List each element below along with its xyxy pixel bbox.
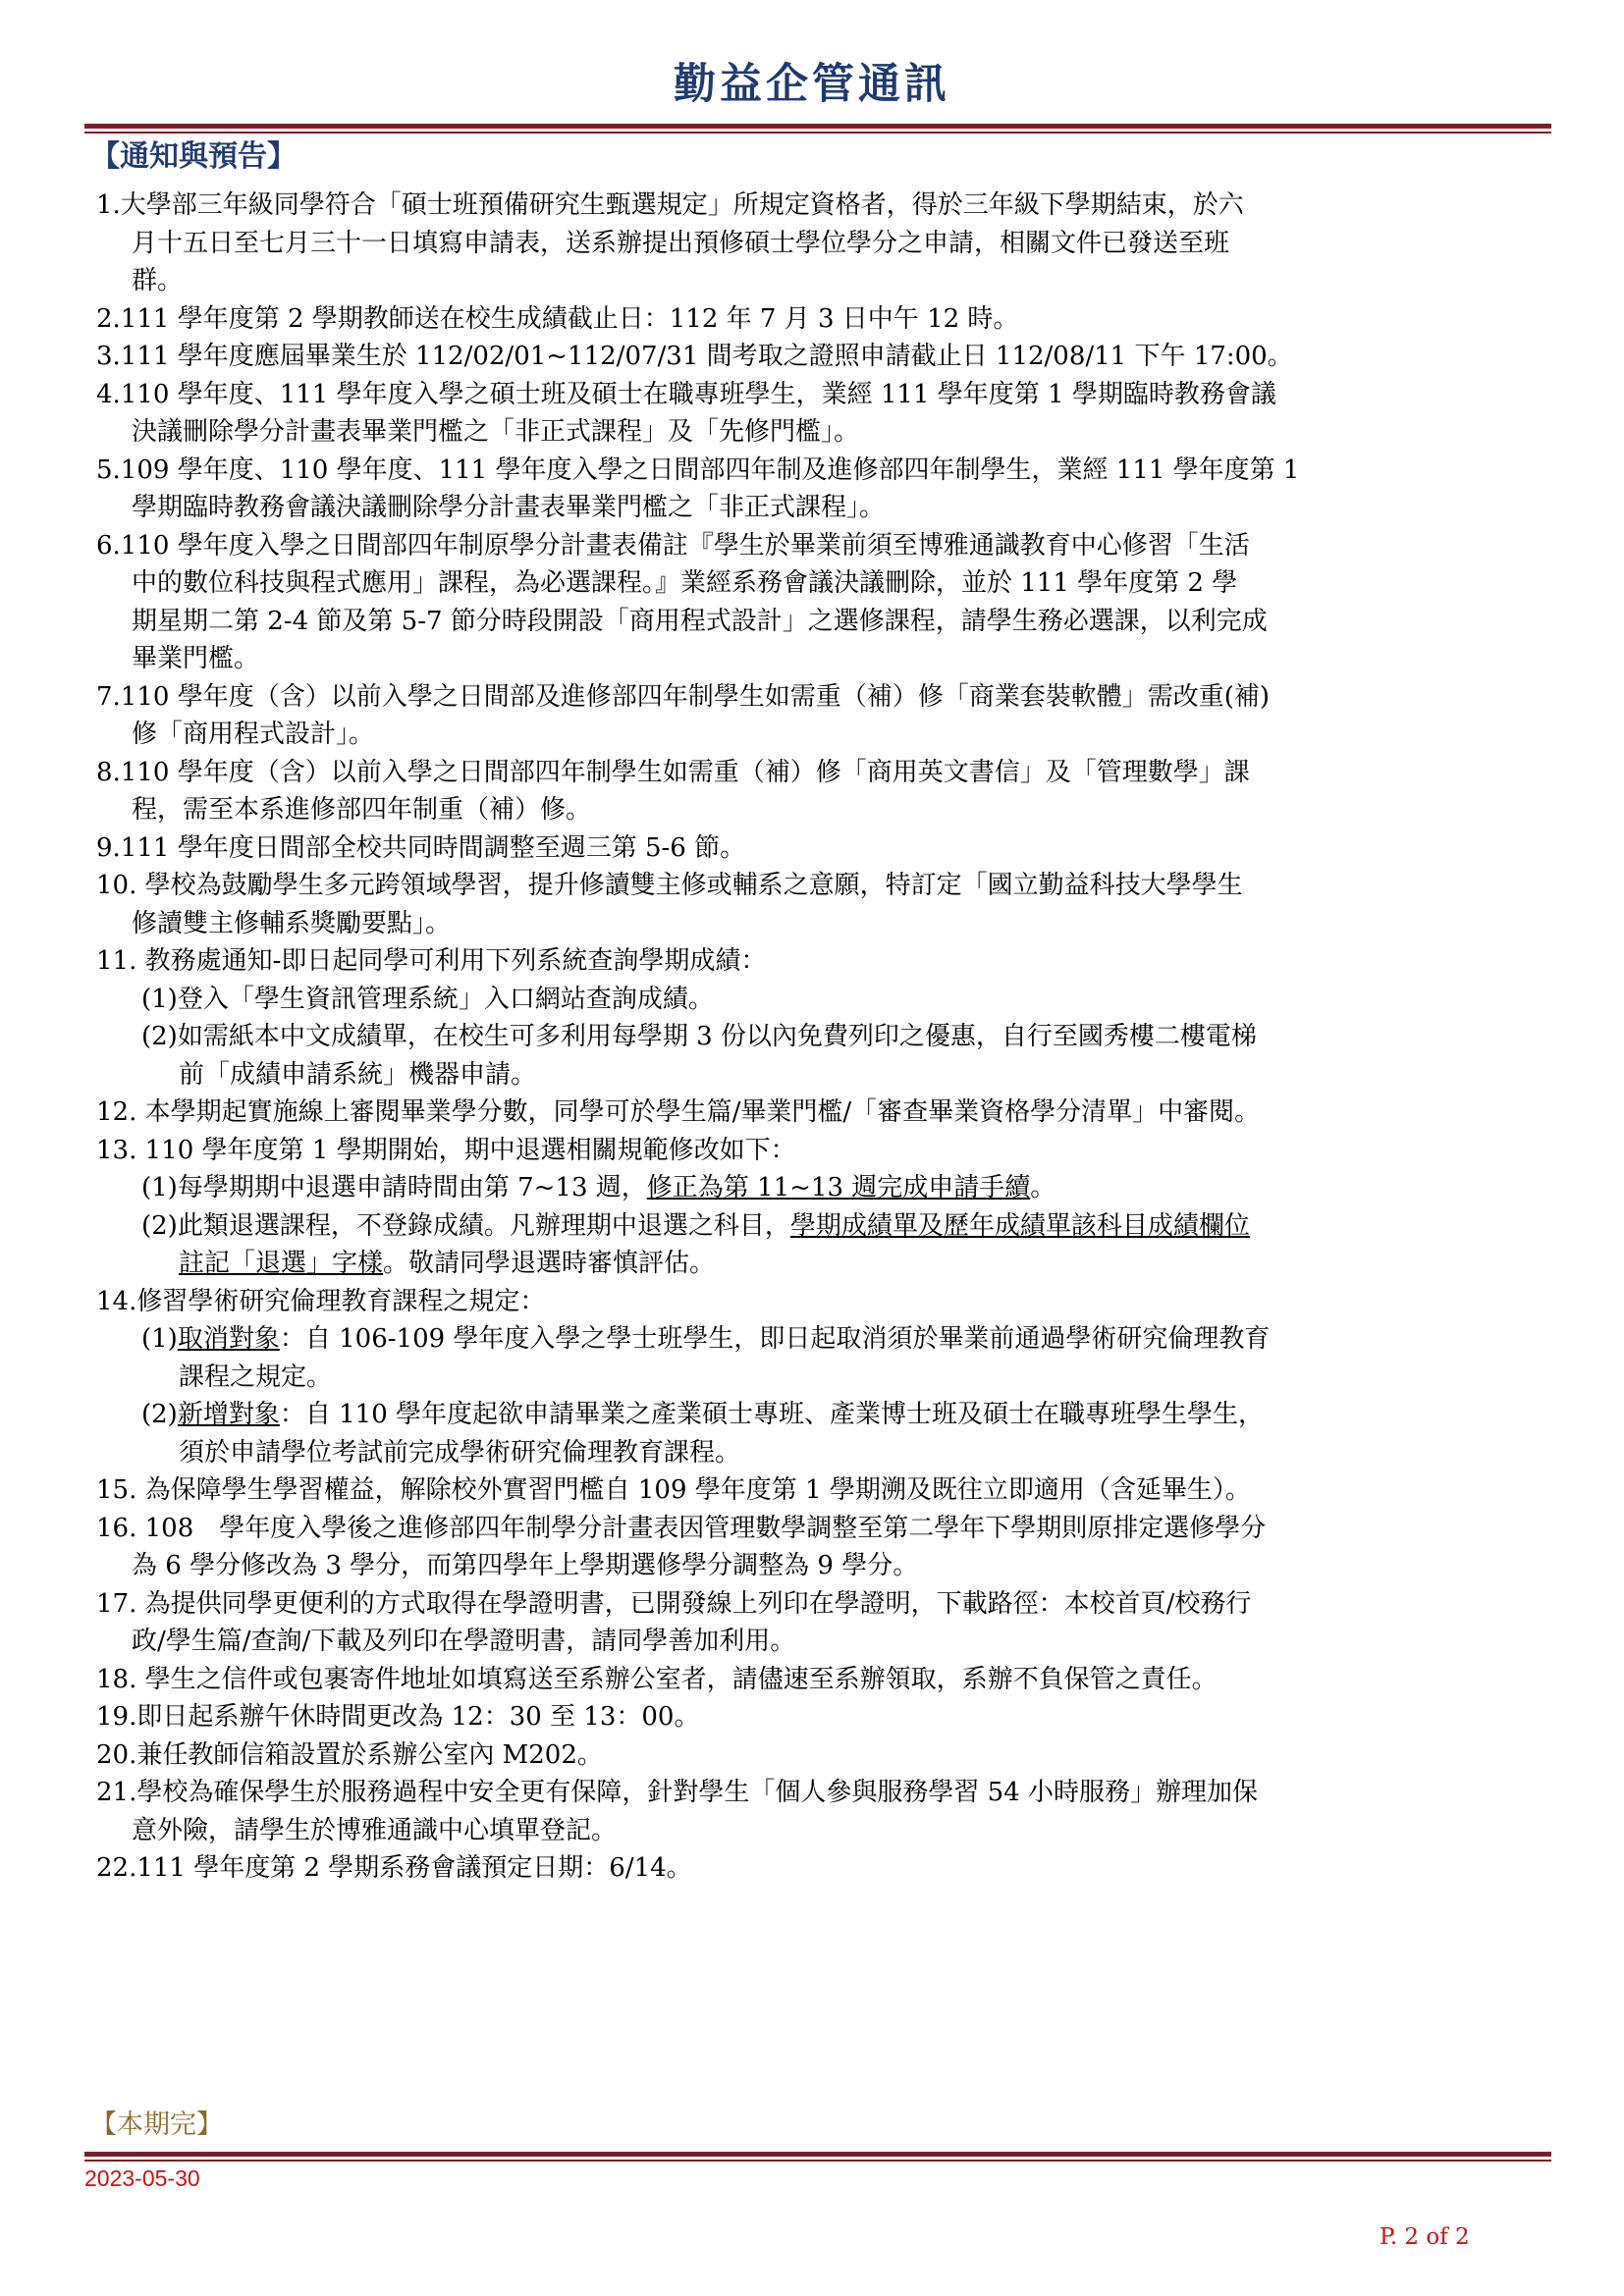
notice-line (96, 1736, 1549, 1775)
notice-subitem (96, 1018, 1549, 1094)
notice-line (141, 1396, 1549, 1434)
notice-text: 10. 學校為鼓勵學生多元跨領域學習，提升修讀雙主修或輔系之意願，特訂定「國立勤益科技大學學生 (96, 871, 1243, 900)
notice-line (96, 829, 1549, 868)
notice-item (96, 338, 1549, 376)
notice-item (96, 1510, 1549, 1585)
section-title: 【通知與預告】 (90, 139, 297, 174)
notice-item (96, 1094, 1549, 1132)
notice-text: (1)登入「學生資訊管理系統」入口網站查詢成績。 (141, 984, 714, 1014)
notice-continuation: 修讀雙主修輔系獎勵要點」。 (132, 908, 452, 938)
issue-date: 2023-05-30 (84, 2165, 200, 2191)
notice-item (96, 300, 1549, 339)
notice-text: 1.大學部三年級同學符合「碩士班預備研究生甄選規定」所規定資格者，得於三年級下學期結束，於六 (96, 190, 1244, 220)
notice-continuation: 意外險，請學生於博雅通識中心填單登記。 (132, 1815, 618, 1845)
notice-text: 8.110 學年度（含）以前入學之日間部四年制學生如需重（補）修「商用英文書信」及「管理數學」課 (96, 757, 1250, 787)
notice-text: 21.學校為確保學生於服務過程中安全更有保障，針對學生「個人參與服務學習 54 小時服務」辦理加保 (96, 1778, 1258, 1807)
underlined-text: 取消對象 (177, 1324, 280, 1354)
notice-line (96, 1774, 1549, 1812)
notice-line (96, 376, 1549, 414)
notice-item (96, 1585, 1549, 1661)
notice-text: 7.110 學年度（含）以前入學之日間部及進修部四年制學生如需重（補）修「商業套裝軟體」需改重(補) (96, 681, 1270, 712)
underlined-text: 學期成績單及歷年成績單該科目成績欄位 (789, 1210, 1250, 1241)
notice-text: 。 (1030, 1173, 1056, 1202)
notice-text: 18. 學生之信件或包裹寄件地址如填寫送至系辦公室者，請儘速至系辦領取，系辦不負保管之責任。 (96, 1664, 1218, 1694)
notice-text: 16. 108 學年度入學後之進修部四年制學分計畫表因管理數學調整至第二學年下學期則原排定選修學分 (96, 1513, 1267, 1543)
notice-text: 2.111 學年度第 2 學期教師送在校生成績截止日：112 年 7 月 3 日中午 12 時。 (96, 303, 1019, 334)
notice-item (96, 754, 1549, 829)
notice-text: 13. 110 學年度第 1 學期開始，期中退選相關規範修改如下： (96, 1135, 796, 1165)
notice-text: 19.即日起系辦午休時間更改為 12：30 至 13：00。 (96, 1702, 700, 1732)
notice-line (96, 1132, 1549, 1170)
notice-text: 6.110 學年度入學之日間部四年制原學分計畫表備註『學生於畢業前須至博雅通識教育中心修習「生活 (96, 530, 1250, 561)
notice-continuation: 中的數位科技與程式應用」課程，為必選課程。』業經系務會議決議刪除，並於 111 學年度第 2 學 (132, 568, 1238, 598)
notice-item (96, 1774, 1549, 1849)
notice-line (96, 1510, 1549, 1548)
notice-item (96, 187, 1549, 300)
notice-item (96, 376, 1549, 452)
notice-text: 22.111 學年度第 2 學期系務會議預定日期：6/14。 (96, 1853, 692, 1883)
notice-text: 4.110 學年度、111 學年度入學之碩士班及碩士在職專班學生，業經 111 學年度第 1 學期臨時教務會議 (96, 379, 1276, 409)
notice-line (141, 1320, 1549, 1359)
notice-line (96, 338, 1549, 376)
notice-text: ：自 106-109 學年度入學之學士班學生，即日起取消須於畢業前通過學術研究倫理教育 (279, 1324, 1271, 1354)
notice-line (96, 300, 1549, 339)
notice-item (96, 1849, 1549, 1888)
end-mark: 【本期完】 (90, 2109, 223, 2140)
notice-continuation: 政/學生篇/查詢/下載及列印在學證明書，請同學善加利用。 (132, 1627, 796, 1656)
notice-subitem (96, 1396, 1549, 1471)
notice-subitem (96, 981, 1549, 1019)
notice-continuation: 月十五日至七月三十一日填寫申請表，送系辦提出預修碩士學位學分之申請，相關文件已發送至班 (132, 228, 1230, 258)
notice-line (141, 1018, 1549, 1056)
notice-item (96, 452, 1549, 527)
notice-continuation: 決議刪除學分計畫表畢業門檻之「非正式課程」及「先修門檻」。 (132, 417, 860, 447)
notice-continuation (141, 1245, 1549, 1283)
notice-item (96, 1698, 1549, 1736)
notice-line (96, 1849, 1549, 1888)
notice-text: 14.修習學術研究倫理教育課程之規定： (96, 1286, 546, 1316)
notice-text: (1) (141, 1324, 178, 1354)
notice-line (96, 678, 1549, 717)
notice-continuation: 須於申請學位考試前完成學術研究倫理教育課程。 (179, 1437, 741, 1468)
page-number: P. 2 of 2 (1380, 2224, 1470, 2250)
notice-line (96, 187, 1549, 225)
notice-text: 17. 為提供同學更便利的方式取得在學證明書，已開發線上列印在學證明，下載路徑：本校首頁/校務行 (96, 1588, 1252, 1619)
notice-item (96, 1661, 1549, 1699)
footer-divider-thin (84, 2160, 1551, 2162)
notice-continuation: 程，需至本系進修部四年制重（補）修。 (132, 795, 592, 825)
notice-text: 5.109 學年度、110 學年度、111 學年度入學之日間部四年制及進修部四年制學生，業經 111 學年度第 1 (96, 454, 1300, 485)
notice-text: (2)如需紙本中文成績單，在校生可多利用每學期 3 份以內免費列印之優惠，自行至國秀樓二樓電梯 (141, 1022, 1257, 1051)
underlined-text: 修正為第 11~13 週完成申請手續 (646, 1173, 1031, 1202)
newsletter-title: 勤益企管通訊 (674, 60, 950, 109)
notice-line (96, 452, 1549, 490)
notice-text: 9.111 學年度日間部全校共同時間調整至週三第 5-6 節。 (96, 832, 746, 863)
notice-line (141, 981, 1549, 1019)
notice-item (96, 1736, 1549, 1775)
notice-text: (2) (141, 1400, 178, 1429)
notice-line (96, 527, 1549, 565)
notice-item (96, 1283, 1549, 1321)
notice-text: ：自 110 學年度起欲申請畢業之產業碩士專班、產業博士班及碩士在職專班學生學生， (279, 1400, 1265, 1429)
notice-line (141, 1207, 1549, 1246)
notice-item (96, 1471, 1549, 1510)
notice-line (96, 1698, 1549, 1736)
notice-item (96, 678, 1549, 754)
notice-item (96, 867, 1549, 942)
notice-line (96, 1585, 1549, 1624)
header-divider-thin (84, 132, 1551, 133)
notice-continuation: 修「商用程式設計」。 (132, 720, 375, 749)
notice-item (96, 942, 1549, 981)
notice-line (96, 1094, 1549, 1132)
notice-subitem (96, 1207, 1549, 1283)
notice-text: 。敬請同學退選時審慎評估。 (383, 1249, 716, 1278)
notice-line (141, 1169, 1549, 1207)
notice-line (96, 867, 1549, 905)
footer-divider (84, 2152, 1551, 2157)
notice-text: 11. 教務處通知-即日起同學可利用下列系統查詢學期成績： (96, 946, 767, 976)
notice-continuation: 學期臨時教務會議決議刪除學分計畫表畢業門檻之「非正式課程」。 (132, 493, 886, 522)
notice-continuation: 前「成績申請系統」機器申請。 (179, 1059, 537, 1090)
notice-text: 15. 為保障學生學習權益，解除校外實習門檻自 109 學年度第 1 學期溯及既往立即適用（含延畢生）。 (96, 1475, 1251, 1505)
notice-continuation: 課程之規定。 (179, 1362, 333, 1392)
notice-item (96, 527, 1549, 678)
underlined-text: 新增對象 (177, 1400, 280, 1429)
underlined-text: 註記「退選」字樣 (179, 1249, 384, 1278)
notice-list (96, 187, 1549, 1888)
notice-subitem (96, 1169, 1549, 1207)
notice-text: 12. 本學期起實施線上審閱畢業學分數，同學可於學生篇/畢業門檻/「審查畢業資格學分清單」中審閱。 (96, 1097, 1261, 1127)
notice-continuation: 為 6 學分修改為 3 學分，而第四學年上學期選修學分調整為 9 學分。 (132, 1551, 919, 1580)
notice-line (96, 1661, 1549, 1699)
notice-text: 20.兼任教師信箱設置於系辦公室內 M202。 (96, 1739, 603, 1770)
notice-continuation: 期星期二第 2-4 節及第 5-7 節分時段開設「商用程式設計」之選修課程，請學生務必選課，以利完成 (132, 606, 1268, 636)
notice-text: (2)此類退選課程，不登錄成績。凡辦理期中退選之科目， (141, 1210, 790, 1241)
notice-item (96, 829, 1549, 868)
notice-line (96, 942, 1549, 981)
notice-text: 3.111 學年度應屆畢業生於 112/02/01~112/07/31 間考取之證照申請截止日 112/08/11 下午 17:00。 (96, 342, 1293, 371)
header-divider (84, 124, 1551, 129)
notice-continuation: 畢業門檻。 (132, 644, 260, 673)
notice-item (96, 1132, 1549, 1170)
notice-line (96, 754, 1549, 792)
notice-continuation: 群。 (132, 266, 184, 295)
notice-text: (1)每學期期中退選申請時間由第 7~13 週， (141, 1173, 647, 1202)
notice-subitem (96, 1320, 1549, 1396)
notice-line (96, 1471, 1549, 1510)
notice-line (96, 1283, 1549, 1321)
